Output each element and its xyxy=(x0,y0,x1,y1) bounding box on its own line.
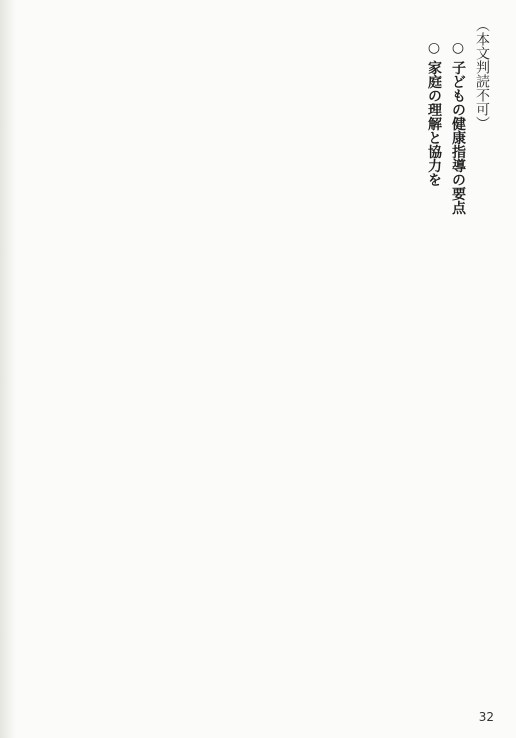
scan-shadow xyxy=(0,0,16,738)
section-heading-family-cooperation: ○ 家庭の理解と協力を xyxy=(426,40,442,187)
page-number: 32 xyxy=(478,710,494,724)
page-title: （本文判読不可） xyxy=(474,18,490,130)
body-text-columns xyxy=(24,18,494,698)
section-heading-health-guidance: ○ 子どもの健康指導の要点 xyxy=(450,40,466,215)
